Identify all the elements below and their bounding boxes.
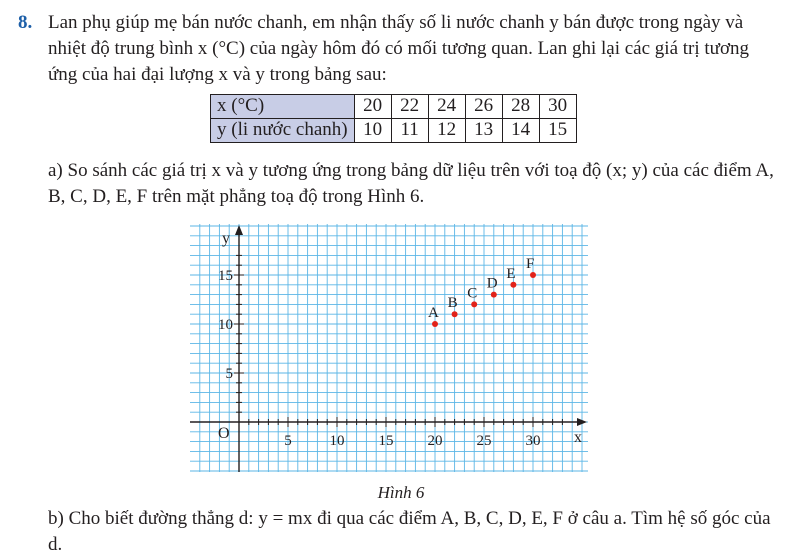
x-tick-label: 20 — [427, 433, 443, 449]
data-point-d — [491, 292, 497, 298]
y-axis-label: y — [222, 230, 230, 247]
point-label-b: B — [447, 295, 458, 312]
point-label-c: C — [467, 285, 478, 302]
y-cell: 11 — [391, 119, 428, 143]
y-tick-label: 15 — [218, 268, 233, 284]
y-axis-arrow — [235, 225, 243, 235]
figure-caption: Hình 6 — [377, 483, 425, 502]
x-tick-label: 30 — [525, 433, 541, 449]
x-cell: 22 — [391, 95, 428, 119]
table-row-y — [211, 119, 577, 143]
point-label-e: E — [506, 265, 516, 282]
data-point-f — [530, 272, 536, 278]
data-point-a — [432, 321, 438, 327]
y-tick-label: 5 — [225, 366, 233, 382]
x-cell: 26 — [465, 95, 502, 119]
x-tick-label: 25 — [476, 433, 492, 449]
x-tick-label: 10 — [329, 433, 345, 449]
point-label-d: D — [486, 275, 498, 292]
data-table — [210, 94, 577, 143]
scatter-chart — [190, 224, 588, 472]
row-y-label: y (li nước chanh) — [211, 119, 355, 143]
data-point-e — [510, 282, 516, 288]
x-axis-label: x — [574, 429, 582, 446]
figure-6 — [190, 224, 588, 477]
data-point-c — [471, 301, 477, 307]
y-cell: 10 — [354, 119, 391, 143]
y-cell: 13 — [465, 119, 502, 143]
y-cell: 15 — [539, 119, 576, 143]
row-x-label: x (°C) — [211, 95, 355, 119]
table-row-x — [211, 95, 577, 119]
y-cell: 12 — [428, 119, 465, 143]
x-cell: 30 — [539, 95, 576, 119]
problem-number: 8. — [18, 12, 33, 33]
x-cell: 24 — [428, 95, 465, 119]
point-label-f: F — [526, 256, 535, 272]
y-cell: 14 — [502, 119, 539, 143]
data-point-b — [452, 311, 458, 317]
x-tick-label: 5 — [284, 433, 292, 449]
part-a-text: a) So sánh các giá trị x và y tương ứng trong bảng dữ liệu trên với toạ độ (x; y) của các điểm A, B, C, D, E, F trên mặt phẳng toạ độ trong Hình 6. — [48, 160, 774, 207]
origin-label: O — [218, 425, 230, 442]
x-tick-label: 15 — [378, 433, 394, 449]
x-cell: 20 — [354, 95, 391, 119]
part-b-text: b) Cho biết đường thẳng d: y = mx đi qua các điểm A, B, C, D, E, F ở câu a. Tìm hệ số góc của d. — [48, 508, 771, 555]
y-tick-label: 10 — [218, 317, 233, 333]
problem-intro: Lan phụ giúp mẹ bán nước chanh, em nhận thấy số li nước chanh y bán được trong ngày và nhiệt độ trung bình x (°C) của ngày hôm đó có mối tương quan. Lan ghi lại các giá trị tương ứng của hai đại lượng x và y trong bảng sau: — [48, 12, 750, 85]
point-label-a: A — [428, 305, 439, 321]
x-cell: 28 — [502, 95, 539, 119]
